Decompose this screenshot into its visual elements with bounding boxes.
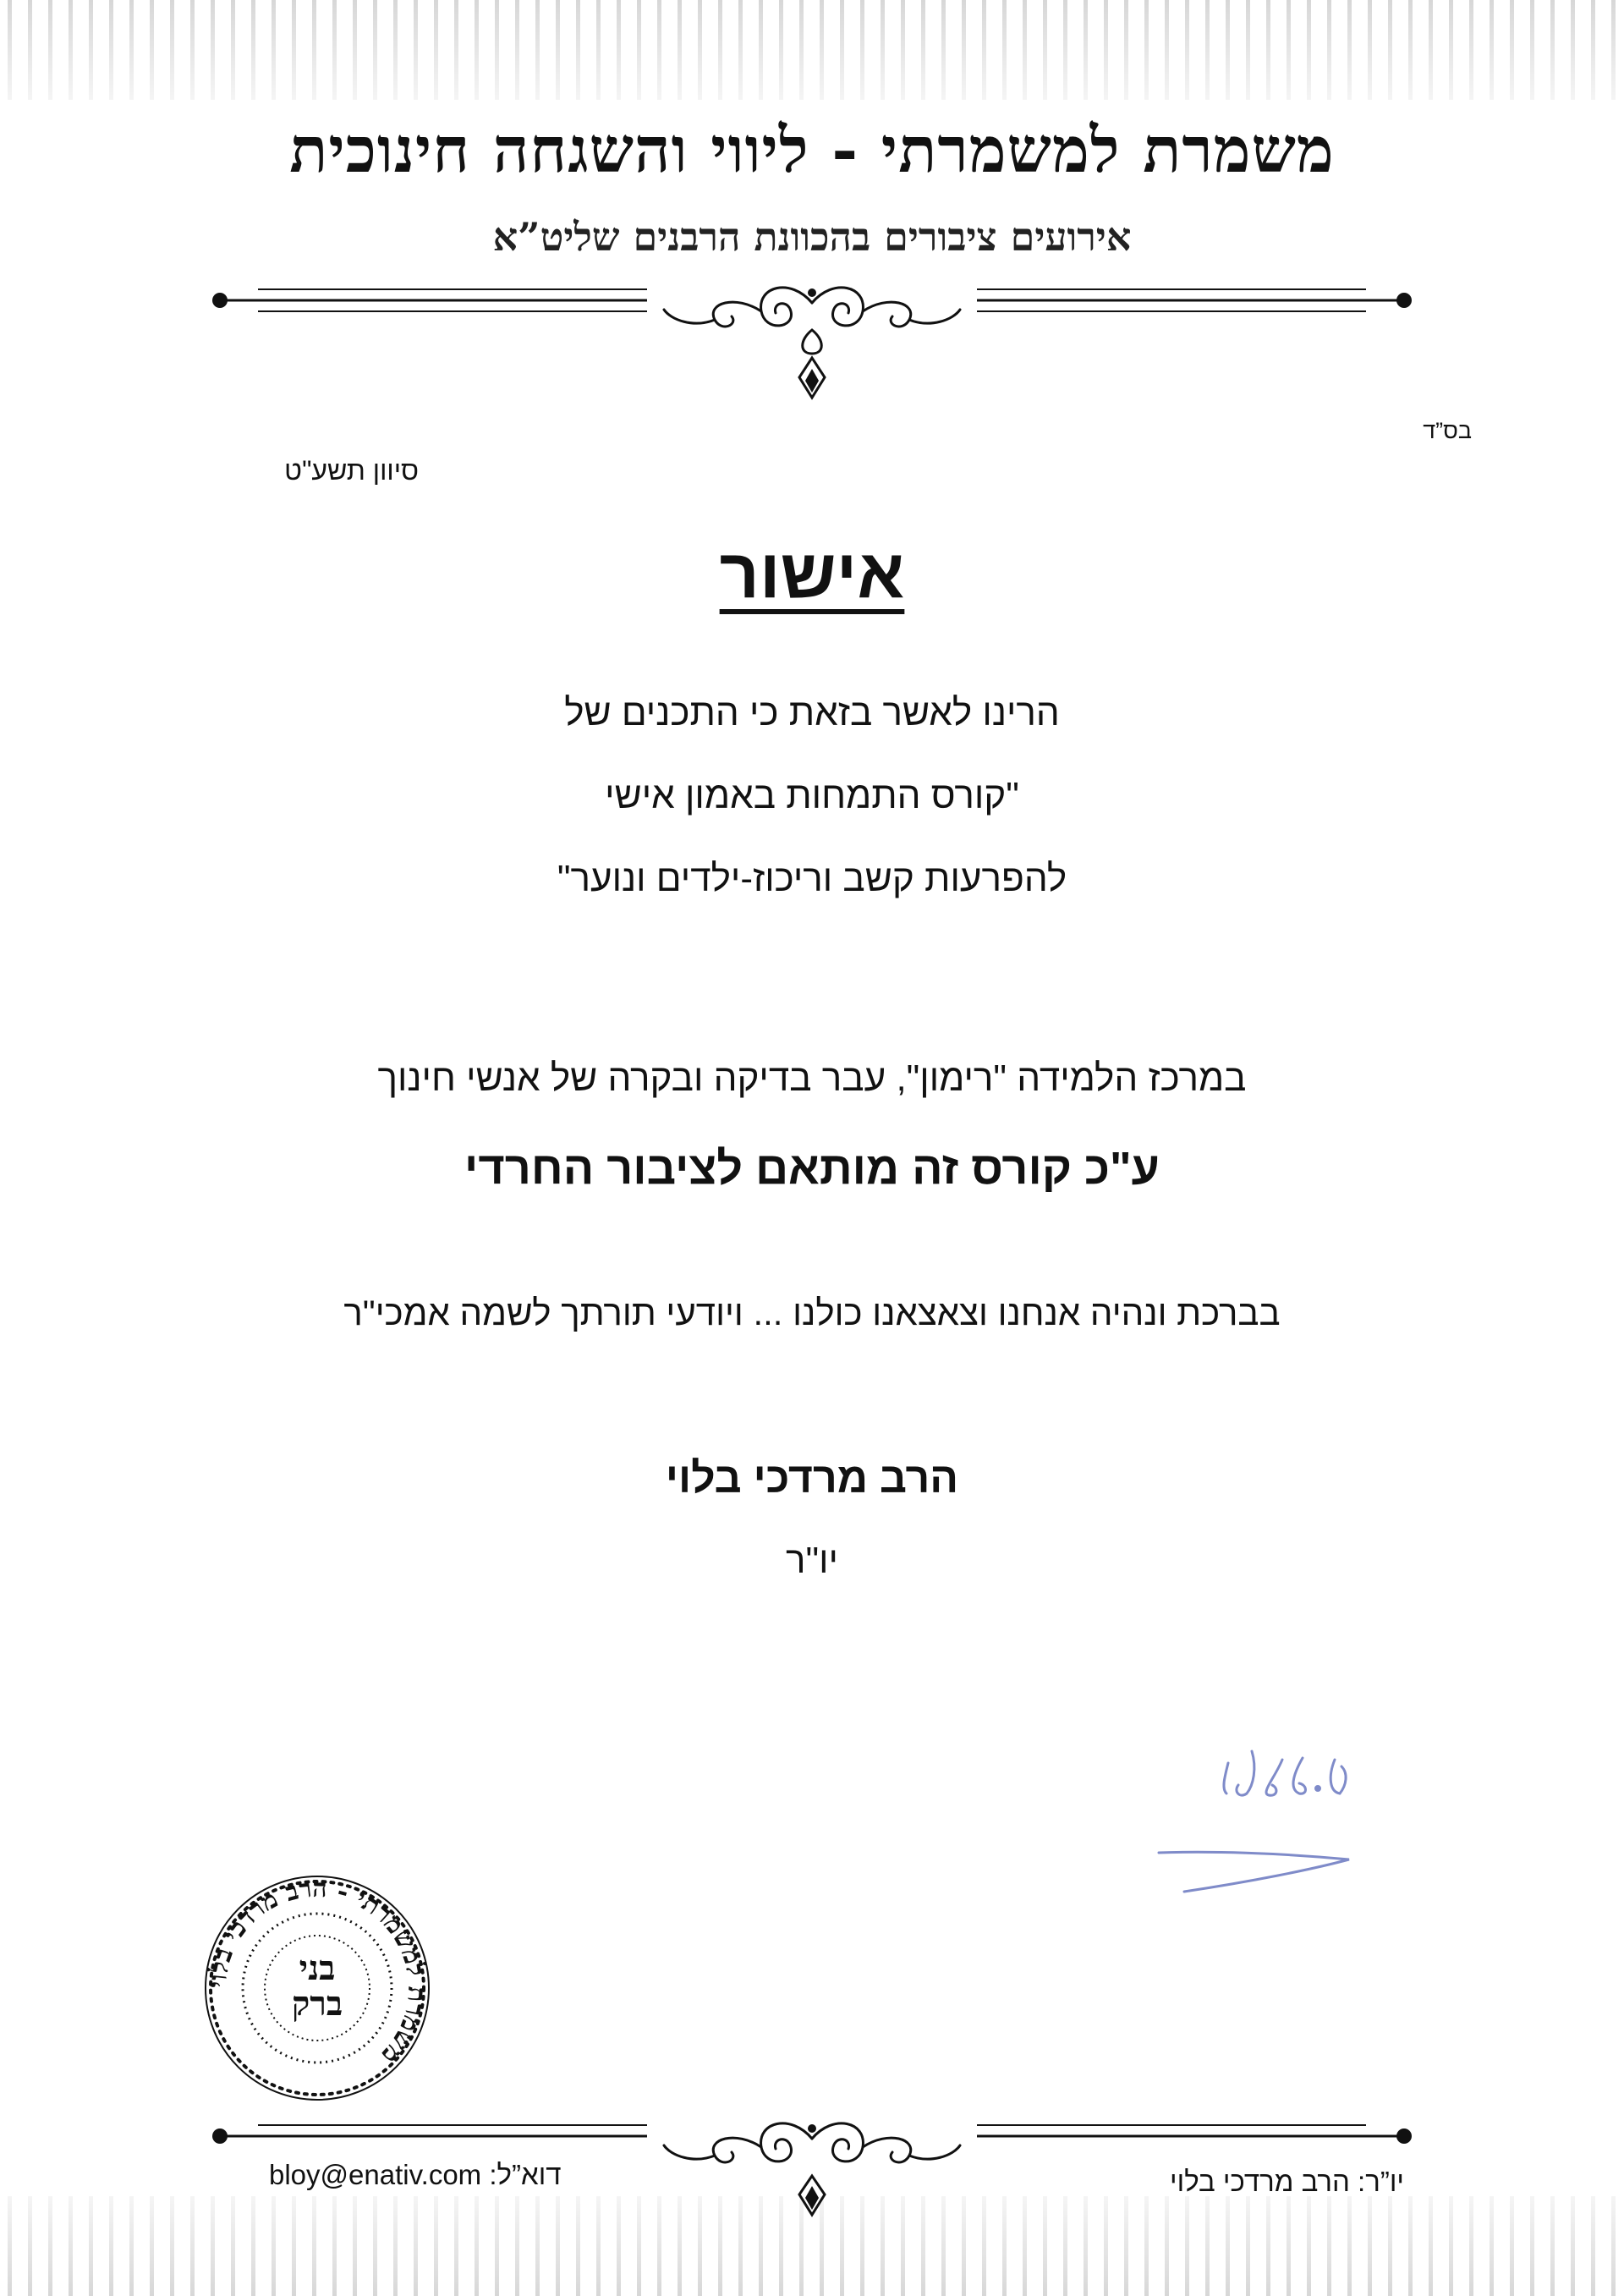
rabbi-seal-stamp xyxy=(199,1861,436,2115)
body-line-4: במרכז הלמידה "רימון", עבר בדיקה ובקרה של אנשי חינוך xyxy=(377,1057,1247,1099)
handwritten-signature xyxy=(1133,1726,1370,1895)
top-stripe-border xyxy=(0,0,1624,100)
svg-text:בני: בני xyxy=(299,1948,336,1988)
body-line-2: "קורס התמחות באמון אישי xyxy=(605,775,1019,816)
hebrew-date: סיוון תשע"ט xyxy=(284,455,419,486)
footer-chair: יו”ר: הרב מרדכי בלוי xyxy=(1170,2166,1404,2197)
document-title: אישור xyxy=(719,536,905,612)
org-title: משמרת למשמרתי - ליווי והשגחה חינוכית xyxy=(289,114,1335,187)
svg-text:משמרת למשמרתי - הרב מרדכי בלוי: משמרת למשמרתי - הרב מרדכי בלוי xyxy=(202,1873,432,2070)
body-line-1: הרינו לאשר בזאת כי התכנים של xyxy=(564,692,1060,733)
footer-email xyxy=(269,2159,667,2191)
email-label: דוא”ל: xyxy=(489,2159,562,2190)
org-subtitle: אירועים ציבורים בהכוונת הרבנים שליט”א xyxy=(492,214,1132,260)
signer-role: יו"ר xyxy=(786,1540,838,1581)
ornament-divider-top xyxy=(207,269,1417,464)
besd-header: בס”ד xyxy=(1423,418,1472,443)
email-address[interactable]: bloy@enativ.com xyxy=(269,2159,482,2190)
svg-text:ברק: ברק xyxy=(291,1984,343,2024)
body-line-3: להפרעות קשב וריכוז-ילדים ונוער" xyxy=(557,858,1067,899)
signer-name: הרב מרדכי בלוי xyxy=(665,1454,959,1502)
suitability-statement: ע"כ קורס זה מותאם לציבור החרדי xyxy=(464,1143,1160,1194)
blessing-line: בברכת ונהיה אנחנו וצאצאנו כולנו ... ויודעי תורתך לשמה אמכי"ר xyxy=(343,1293,1281,1332)
